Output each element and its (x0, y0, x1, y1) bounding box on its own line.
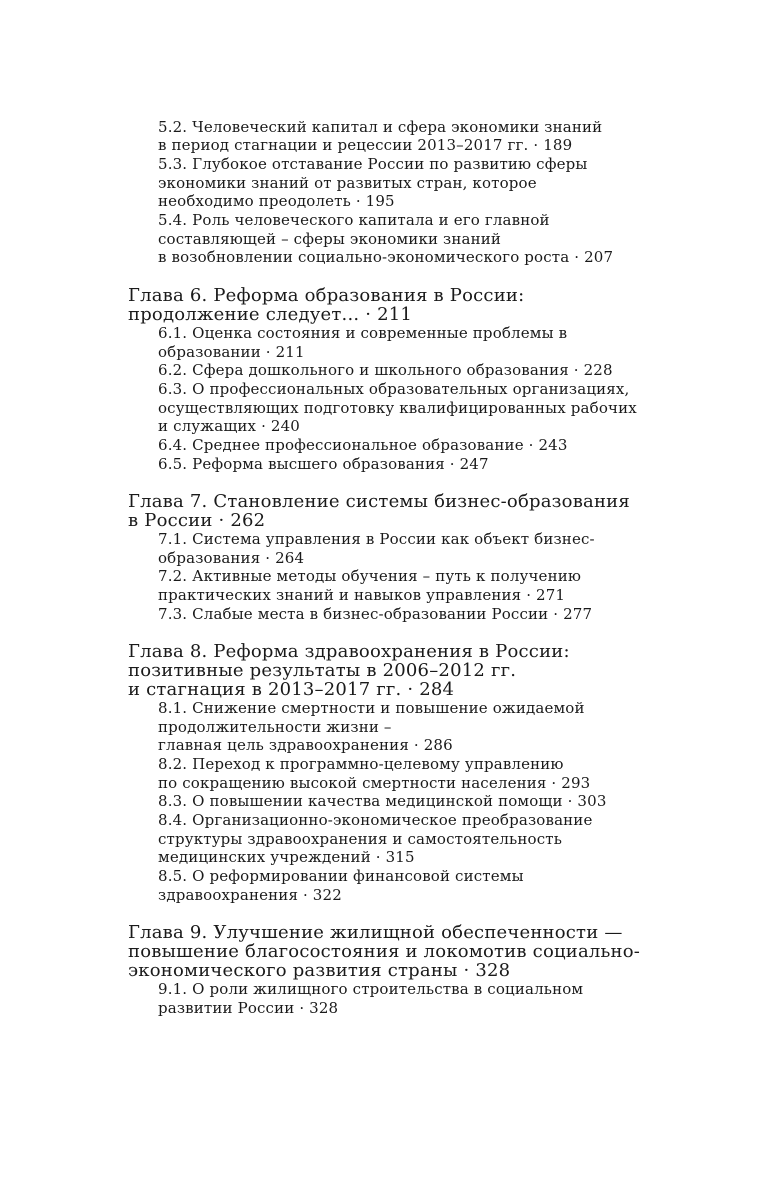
toc-entry-5-2-line-1: 5.2. Человеческий капитал и сфера экономики знаний (158, 118, 603, 136)
toc-entry-7-1-line-2: образования · 264 (158, 549, 305, 567)
toc-chapter-8-line-3: и стагнация в 2013–2017 гг. · 284 (128, 679, 455, 700)
toc-chapter-9-line-2: повышение благосостояния и локомотив социально- (128, 941, 641, 962)
toc-entry-8-2-line-2: по сокращению высокой смертности населения · 293 (158, 774, 591, 792)
toc-entry-8-4-line-1: 8.4. Организационно-экономическое преобразование (158, 811, 593, 829)
toc-entry-6-3-line-3: и служащих · 240 (158, 417, 300, 435)
toc-entry-5-3-line-2: экономики знаний от развитых стран, которое (158, 174, 537, 192)
toc-entry-5-4-line-3: в возобновлении социально-экономического роста · 207 (158, 248, 614, 266)
toc-entry-5-3-line-1: 5.3. Глубокое отставание России по развитию сферы (158, 155, 588, 173)
toc-entry-7-1-line-1: 7.1. Система управления в России как объект бизнес- (158, 530, 595, 548)
toc-entry-8-4-line-3: медицинских учреждений · 315 (158, 848, 415, 866)
toc-entry-5-2-line-2: в период стагнации и рецессии 2013–2017 гг. · 189 (158, 136, 573, 154)
toc-chapter-6-line-1: Глава 6. Реформа образования в России: (128, 285, 525, 306)
toc-chapter-7-line-1: Глава 7. Становление системы бизнес-образования (128, 491, 630, 512)
toc-entry-8-1-line-3: главная цель здравоохранения · 286 (158, 736, 453, 754)
toc-chapter-8-line-2: позитивные результаты в 2006–2012 гг. (128, 660, 517, 681)
toc-chapter-8-line-1: Глава 8. Реформа здравоохранения в России: (128, 641, 570, 662)
toc-entry-9-1-line-2: развитии России · 328 (158, 999, 339, 1017)
toc-entry-8-5-line-1: 8.5. О реформировании финансовой системы (158, 867, 524, 885)
toc-entry-8-1-line-2: продолжительности жизни – (158, 718, 392, 736)
toc-chapter-9-line-3: экономического развития страны · 328 (128, 960, 511, 981)
toc-entry-8-2-line-1: 8.2. Переход к программно-целевому управлению (158, 755, 564, 773)
toc-entry-5-4-line-1: 5.4. Роль человеческого капитала и его главной (158, 211, 550, 229)
toc-entry-9-1-line-1: 9.1. О роли жилищного строительства в социальном (158, 980, 584, 998)
toc-entry-8-1-line-1: 8.1. Снижение смертности и повышение ожидаемой (158, 699, 585, 717)
toc-entry-5-4-line-2: составляющей – сферы экономики знаний (158, 230, 502, 248)
toc-entry-6-5: 6.5. Реформа высшего образования · 247 (158, 455, 489, 473)
toc-entry-8-4-line-2: структуры здравоохранения и самостоятельность (158, 830, 563, 848)
toc-entry-8-3: 8.3. О повышении качества медицинской помощи · 303 (158, 792, 607, 810)
toc-entry-7-3: 7.3. Слабые места в бизнес-образовании России · 277 (158, 605, 593, 623)
toc-entry-7-2-line-2: практических знаний и навыков управления · 271 (158, 586, 566, 604)
toc-entry-6-1-line-1: 6.1. Оценка состояния и современные проблемы в (158, 324, 568, 342)
toc-chapter-9-line-1: Глава 9. Улучшение жилищной обеспеченности — (128, 922, 623, 943)
toc-entry-5-3-line-3: необходимо преодолеть · 195 (158, 192, 395, 210)
toc-entry-6-3-line-2: осуществляющих подготовку квалифицированных рабочих (158, 399, 637, 417)
toc-entry-7-2-line-1: 7.2. Активные методы обучения – путь к получению (158, 567, 582, 585)
toc-entry-6-4: 6.4. Среднее профессиональное образование · 243 (158, 436, 568, 454)
toc-entry-8-5-line-2: здравоохранения · 322 (158, 886, 342, 904)
toc-entry-6-2: 6.2. Сфера дошкольного и школьного образования · 228 (158, 361, 613, 379)
toc-entry-6-1-line-2: образовании · 211 (158, 343, 305, 361)
toc-chapter-7-line-2: в России · 262 (128, 510, 266, 531)
toc-chapter-6-line-2: продолжение следует... · 211 (128, 304, 413, 325)
toc-entry-6-3-line-1: 6.3. О профессиональных образовательных организациях, (158, 380, 630, 398)
